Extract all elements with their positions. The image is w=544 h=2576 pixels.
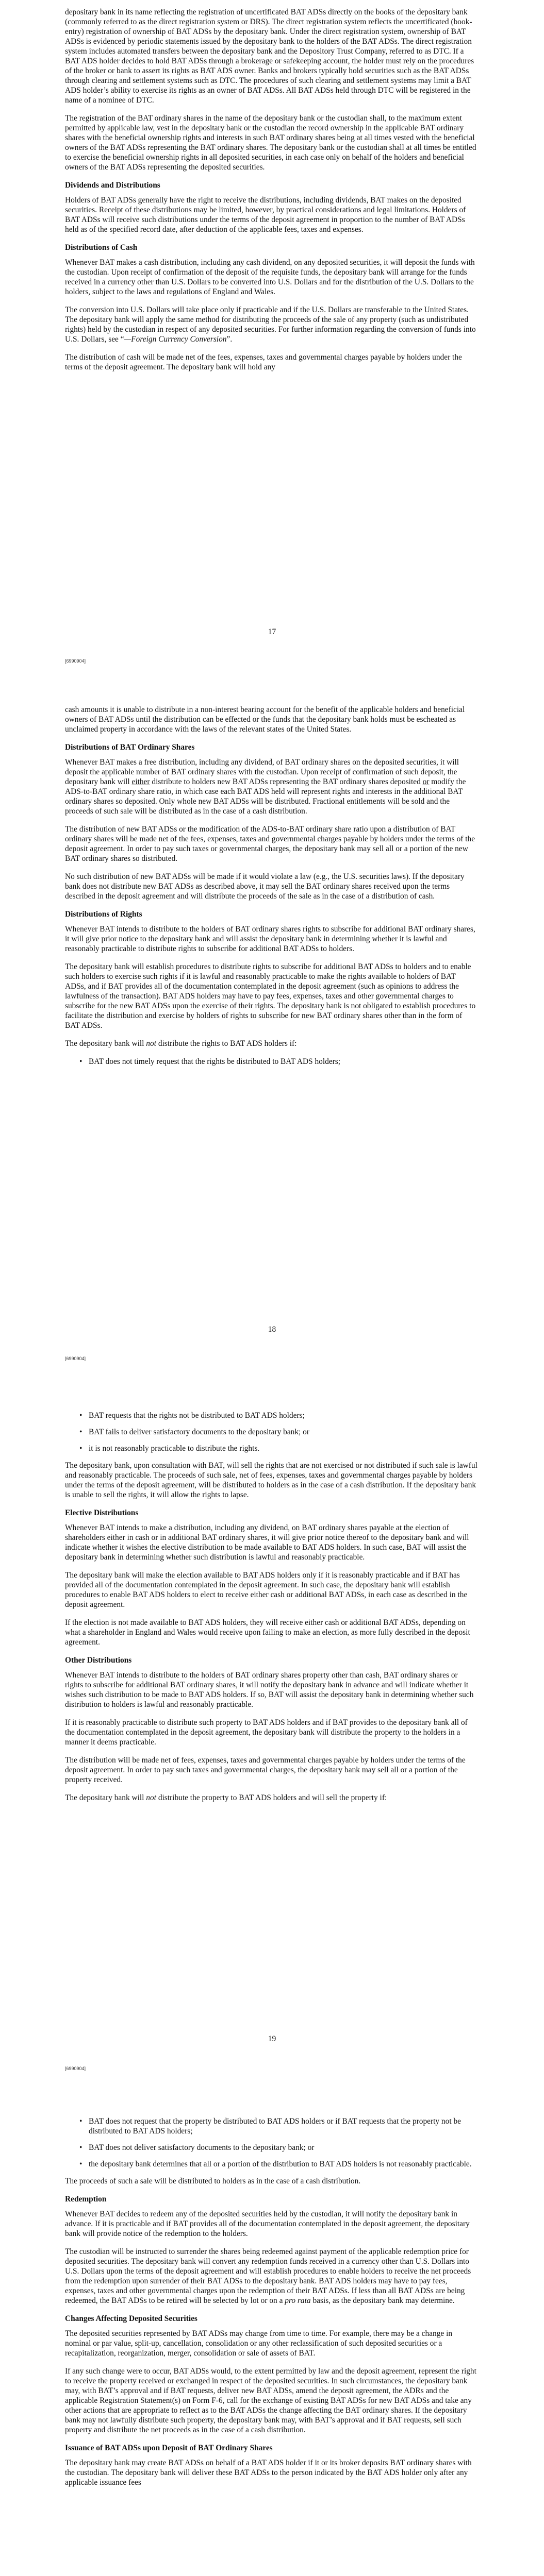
paragraph: depositary bank in its name reflecting the registration of uncertificated BAT ADSs directly on the books of the depositary bank (commonly referred to as the direct registration system or DRS). The direct registration system reflects the uncertificated (book-entry) registration of ownership of BAT ADSs by the depositary bank. Under the direct registration system, ownership of BAT ADSs is evidenced by periodic statements issued by the depositary bank to the holders of the BAT ADSs. The direct registration system includes automated transfers between the depositary bank and the Depository Trust Company, referred to as DTC. If a BAT ADS holder decides to hold BAT ADSs through a brokerage or safekeeping account, the holder must rely on the procedures of the broker or bank to assert its rights as BAT ADS owner. Banks and brokers typically hold securities such as the BAT ADSs through clearing and settlement systems such as DTC. The procedures of such clearing and settlement systems may limit a BAT ADS holder’s ability to exercise its rights as an owner of BAT ADSs. All BAT ADSs held through DTC will be registered in the name of a nominee of DTC. xyxy=(65,8,474,105)
paragraph: Whenever BAT intends to distribute to the holders of BAT ordinary shares rights to subscribe for additional BAT ordinary shares, it will give prior notice to the depositary bank and will assist the depositary bank in determining whether it is lawful and reasonably practicable to distribute rights to subscribe for additional BAT ADSs to holders. xyxy=(65,925,475,953)
paragraph: If the election is not made available to BAT ADS holders, they will receive either cash or additional BAT ADSs, depending on what a shareholder in England and Wales would receive upon failing to make an election, as more fully described in the deposit agreement. xyxy=(65,1618,470,1647)
section-heading: Distributions of BAT Ordinary Shares xyxy=(65,743,195,752)
list-item: • BAT does not deliver satisfactory documents to the depositary bank; or xyxy=(79,2143,477,2153)
paragraph: The depositary bank will establish procedures to distribute rights to subscribe for additional BAT ADSs to holders and to enable such holders to exercise such rights if it is lawful and reasonably practicable to make the rights available to holders of BAT ADSs, and if BAT provides all of the documentation contemplated in the deposit agreement (such as opinions to address the lawfulness of the transaction). BAT ADS holders may have to pay fees, expenses, taxes and other governmental charges to subscribe for the new BAT ADSs upon the exercise of their rights. The depositary bank is not obligated to establish procedures to facilitate the distribution and exercise by holders of rights to subscribe for new BAT ordinary shares other than in the form of BAT ADSs. xyxy=(65,962,476,1030)
list-item: • the depositary bank determines that all or a portion of the distribution to BAT ADS holders is not reasonably practicable. xyxy=(79,2159,477,2169)
section-heading: Distributions of Cash xyxy=(65,243,138,252)
paragraph: cash amounts it is unable to distribute in a non-interest bearing account for the benefit of the applicable holders and beneficial owners of BAT ADSs until the distribution can be effected or the funds that the depositary bank holds must be escheated as unclaimed property in accordance with the laws of the relevant states of the United States. xyxy=(65,705,465,734)
paragraph: The depositary bank will not distribute the property to BAT ADS holders and will sell the property if: xyxy=(65,1793,387,1802)
page-20-content xyxy=(65,2116,477,2496)
section-heading: Issuance of BAT ADSs upon Deposit of BAT Ordinary Shares xyxy=(65,2444,273,2452)
paragraph: No such distribution of new BAT ADSs will be made if it would violate a law (e.g., the U.S. securities laws). If the depositary bank does not distribute new BAT ADSs as described above, it may sell the BAT ordinary shares received upon the terms described in the deposit agreement and will distribute the proceeds of the sale as in the case of a distribution of cash. xyxy=(65,872,465,901)
paragraph: If any such change were to occur, BAT ADSs would, to the extent permitted by law and the deposit agreement, represent the right to receive the property received or exchanged in respect of the deposited securities. In such circumstances, the depositary bank may, with BAT’s approval and if BAT requests, deliver new BAT ADSs, amend the deposit agreement, the ADRs and the applicable Registration Statement(s) on Form F-6, call for the exchange of existing BAT ADSs for new BAT ADSs and take any other actions that are appropriate to reflect as to the BAT ADSs the change affecting the BAT ordinary shares. If the depositary bank may not lawfully distribute such property, the depositary bank may, with BAT’s approval and if BAT requests, sell such property and distribute the net proceeds as in the case of a cash distribution. xyxy=(65,2367,476,2434)
paragraph: The registration of the BAT ordinary shares in the name of the depositary bank or the custodian shall, to the maximum extent permitted by applicable law, vest in the depositary bank or the custodian the record ownership in the applicable BAT ordinary shares with the beneficial ownership rights and interests in such BAT ordinary shares being at all times vested with the beneficial owners of the BAT ADSs representing the BAT ordinary shares. The depositary bank or the custodian shall at all times be entitled to exercise the beneficial ownership rights in all deposited securities, in each case only on behalf of the holders and beneficial owners of the BAT ADSs representing the deposited securities. xyxy=(65,114,476,172)
section-heading: Dividends and Distributions xyxy=(65,181,160,190)
list-item: • BAT requests that the rights not be distributed to BAT ADS holders; xyxy=(79,1411,477,1420)
paragraph: Holders of BAT ADSs generally have the right to receive the distributions, including dividends, BAT makes on the deposited securities. Receipt of these distributions may be limited, however, by practical considerations and legal limitations. Holders of BAT ADSs will receive such distributions under the terms of the deposit agreement in proportion to the number of BAT ADSs held as of the specified record date, after deduction of the applicable fees, taxes and expenses. xyxy=(65,196,466,234)
paragraph: Whenever BAT intends to distribute to the holders of BAT ordinary shares property other than cash, BAT ordinary shares or rights to subscribe for additional BAT ordinary shares, it will notify the depositary bank in advance and will indicate whether it wishes such distribution to be made to BAT ADS holders. If so, BAT will assist the depositary bank in determining whether such distribution to holders is lawful and reasonably practicable. xyxy=(65,1671,474,1709)
paragraph: Whenever BAT decides to redeem any of the deposited securities held by the custodian, it will notify the depositary bank in advance. If it is practicable and if BAT provides all of the documentation contemplated in the deposit agreement, the depositary bank will provide notice of the redemption to the holders. xyxy=(65,2210,470,2238)
paragraph: The proceeds of such a sale will be distributed to holders as in the case of a cash distribution. xyxy=(65,2177,361,2185)
page-17-content xyxy=(65,7,477,380)
page-18-content xyxy=(65,705,477,1074)
page-19-content xyxy=(65,1411,477,1811)
paragraph: The distribution of new BAT ADSs or the modification of the ADS-to-BAT ordinary share ratio upon a distribution of BAT ordinary shares will be made net of the fees, expenses, taxes and governmental charges payable by holders under the terms of the deposit agreement. In order to pay such taxes or governmental charges, the depositary bank may sell all or a portion of the new BAT ordinary shares so distributed. xyxy=(65,825,475,863)
paragraph: Whenever BAT makes a free distribution, including any dividend, of BAT ordinary shares on the deposited securities, it will deposit the applicable number of BAT ordinary shares with the custodian. Upon receipt of confirmation of such deposit, the depositary bank will either distribute to holders new BAT ADSs representing the BAT ordinary shares deposited or modify the ADS-to-BAT ordinary share ratio, in which case each BAT ADS held will represent rights and interests in the additional BAT ordinary shares so deposited. Only whole new BAT ADSs will be distributed. Fractional entitlements will be sold and the proceeds of such sale will be distributed as in the case of a cash distribution. xyxy=(65,758,466,816)
section-heading: Other Distributions xyxy=(65,1656,132,1665)
paragraph: The depositary bank will make the election available to BAT ADS holders only if it is reasonably practicable and if BAT has provided all of the documentation contemplated in the deposit agreement. In such case, the depositary bank will establish procedures to enable BAT ADS holders to elect to receive either cash or additional BAT ADSs, in each case as described in the deposit agreement. xyxy=(65,1571,468,1609)
document-code: [6990904] xyxy=(65,1356,86,1361)
bullet-list xyxy=(65,1411,477,1453)
list-item: • it is not reasonably practicable to distribute the rights. xyxy=(79,1444,477,1453)
paragraph: The depositary bank may create BAT ADSs on behalf of a BAT ADS holder if it or its broker deposits BAT ordinary shares with the custodian. The depositary bank will deliver these BAT ADSs to the person indicated by the BAT ADS holder only after any applicable issuance fees xyxy=(65,2459,472,2487)
page-number: 19 xyxy=(268,2035,276,2043)
section-heading: Changes Affecting Deposited Securities xyxy=(65,2314,197,2323)
paragraph: If it is reasonably practicable to distribute such property to BAT ADS holders and if BAT provides to the depositary bank all of the documentation contemplated in the deposit agreement, the depositary bank will distribute the property to the holders in a manner it deems practicable. xyxy=(65,1718,468,1747)
paragraph: The conversion into U.S. Dollars will take place only if practicable and if the U.S. Dollars are transferable to the United States. The depositary bank will apply the same method for distributing the proceeds of the sale of any property (such as undistributed rights) held by the custodian in respect of any deposited securities. For further information regarding the conversion of funds into U.S. Dollars, see “—Foreign Currency Conversion”. xyxy=(65,306,476,344)
list-item: • BAT fails to deliver satisfactory documents to the depositary bank; or xyxy=(79,1427,477,1437)
list-item: • BAT does not request that the property be distributed to BAT ADS holders or if BAT requests that the property not be distributed to BAT ADS holders; xyxy=(79,2116,477,2136)
paragraph: Whenever BAT intends to make a distribution, including any dividend, on BAT ordinary shares payable at the election of shareholders either in cash or in additional BAT ordinary shares, it will give prior notice thereof to the depositary bank and will indicate whether it wishes the elective distribution to be made available to BAT ADS holders. In such case, BAT will assist the depositary bank in determining whether such distribution is lawful and reasonably practicable. xyxy=(65,1523,469,1562)
paragraph: The custodian will be instructed to surrender the shares being redeemed against payment of the applicable redemption price for deposited securities. The depositary bank will convert any redemption funds received in a currency other than U.S. Dollars into U.S. Dollars upon the terms of the deposit agreement and will establish procedures to enable holders to receive the net proceeds from the redemption upon surrender of their BAT ADSs to the depositary bank. BAT ADS holders may have to pay fees, expenses, taxes and other governmental charges upon the redemption of their BAT ADSs. If less than all BAT ADSs are being redeemed, the BAT ADSs to be retired will be selected by lot or on a pro rata basis, as the depositary bank may determine. xyxy=(65,2247,471,2305)
paragraph: The deposited securities represented by BAT ADSs may change from time to time. For example, there may be a change in nominal or par value, split-up, cancellation, consolidation or any other reclassification of such deposited securities or a recapitalization, reorganization, merger, consolidation or sale of assets of BAT. xyxy=(65,2329,453,2358)
bullet-list xyxy=(65,1057,477,1066)
list-item: • BAT does not timely request that the rights be distributed to BAT ADS holders; xyxy=(79,1057,477,1066)
section-heading: Elective Distributions xyxy=(65,1509,139,1517)
bullet-list xyxy=(65,2116,477,2169)
paragraph: The depositary bank, upon consultation with BAT, will sell the rights that are not exercised or not distributed if such sale is lawful and reasonably practicable. The proceeds of such sale, net of fees, expenses, taxes and governmental charges payable by holders under the terms of the deposit agreement, will be distributed to holders as in the case of a cash distribution. If the depositary bank is unable to sell the rights, it will allow the rights to lapse. xyxy=(65,1461,477,1499)
section-heading: Distributions of Rights xyxy=(65,910,142,919)
paragraph: The depositary bank will not distribute the rights to BAT ADS holders if: xyxy=(65,1039,297,1048)
section-heading: Redemption xyxy=(65,2195,107,2204)
paragraph: The distribution of cash will be made net of the fees, expenses, taxes and governmental charges payable by holders under the terms of the deposit agreement. The depositary bank will hold any xyxy=(65,353,462,371)
document-code: [6990904] xyxy=(65,2066,86,2071)
document-code: [6990904] xyxy=(65,658,86,664)
page-number: 17 xyxy=(268,628,276,636)
paragraph: Whenever BAT makes a cash distribution, including any cash dividend, on any deposited securities, it will deposit the funds with the custodian. Upon receipt of confirmation of the deposit of the requisite funds, the depositary bank will arrange for the funds received in a currency other than U.S. Dollars to be converted into U.S. Dollars and for the distribution of the U.S. Dollars to the holders, subject to the laws and regulations of England and Wales. xyxy=(65,258,475,296)
paragraph: The distribution will be made net of fees, expenses, taxes and governmental charges payable by holders under the terms of the deposit agreement. In order to pay such taxes and governmental charges, the depositary bank may sell all or a portion of the property received. xyxy=(65,1756,466,1784)
page-number: 18 xyxy=(268,1325,276,1334)
